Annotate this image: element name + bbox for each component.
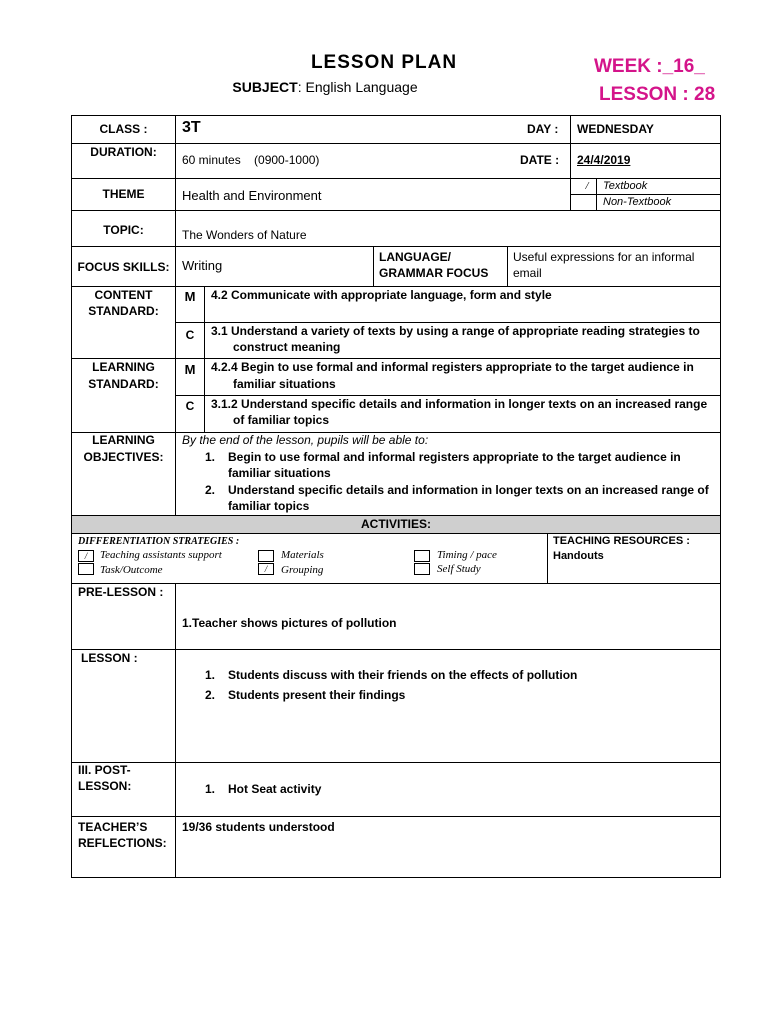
teaching-assistants-label: Teaching assistants support bbox=[100, 549, 222, 561]
resources-label: TEACHING RESOURCES : bbox=[553, 535, 690, 547]
table-border bbox=[720, 115, 721, 878]
focus-skills-label: FOCUS SKILLS: bbox=[77, 260, 170, 274]
learning-comp-line2: of familiar topics bbox=[233, 413, 330, 427]
lesson-number: LESSON : 28 bbox=[599, 84, 716, 105]
grouping-label: Grouping bbox=[281, 564, 324, 576]
row-divider bbox=[71, 649, 721, 650]
post-lesson-item-number: 1. bbox=[205, 782, 216, 796]
row-divider bbox=[71, 762, 721, 763]
objective-item-line2: familiar topics bbox=[228, 499, 310, 513]
objective-item-line2: familiar situations bbox=[228, 466, 331, 480]
duration-label: DURATION: bbox=[90, 145, 157, 159]
textbook-checkbox[interactable]: / bbox=[585, 180, 589, 192]
day-label: DAY : bbox=[527, 122, 559, 136]
grouping-checkbox[interactable]: / bbox=[258, 563, 274, 575]
self-study-label: Self Study bbox=[437, 563, 481, 575]
theme-value: Health and Environment bbox=[182, 188, 322, 203]
content-comp-line1: 3.1 Understand a variety of texts by using a range of appropriate reading strategies to bbox=[211, 324, 700, 338]
learning-comp-code: C bbox=[185, 399, 195, 413]
task-outcome-label: Task/Outcome bbox=[100, 564, 163, 576]
grammar-focus-value-line2: email bbox=[513, 266, 542, 280]
grammar-focus-label-line2: GRAMMAR FOCUS bbox=[379, 266, 489, 280]
day-value: WEDNESDAY bbox=[577, 122, 654, 136]
objectives-label-line2: OBJECTIVES: bbox=[83, 450, 164, 464]
textbook-label: Textbook bbox=[603, 180, 648, 192]
date-label: DATE : bbox=[520, 153, 560, 167]
non-textbook-label: Non-Textbook bbox=[603, 196, 672, 208]
column-divider bbox=[175, 115, 176, 516]
lesson-item-number: 2. bbox=[205, 688, 216, 702]
post-lesson-item: Hot Seat activity bbox=[228, 782, 322, 796]
focus-skills-value: Writing bbox=[182, 258, 223, 273]
subject-line bbox=[0, 79, 650, 95]
table-border bbox=[71, 877, 721, 878]
post-lesson-label-line1: III. POST- bbox=[78, 763, 131, 777]
column-divider bbox=[570, 115, 571, 179]
subject-value: : English Language bbox=[297, 79, 418, 95]
learning-standard-label-line2: STANDARD: bbox=[88, 377, 159, 391]
post-lesson-label-line2: LESSON: bbox=[78, 779, 132, 793]
teaching-assistants-checkbox[interactable]: / bbox=[78, 550, 94, 562]
objective-item-line1: Understand specific details and information in longer texts on an increased range of bbox=[228, 483, 709, 497]
week-number: WEEK :_16_ bbox=[594, 56, 705, 77]
content-comp-line2: construct meaning bbox=[233, 340, 341, 354]
row-divider bbox=[71, 210, 721, 211]
objectives-label-line1: LEARNING bbox=[92, 433, 155, 447]
content-standard-label-line1: CONTENT bbox=[94, 288, 153, 302]
grammar-focus-label-line1: LANGUAGE/ bbox=[379, 250, 451, 264]
materials-checkbox[interactable] bbox=[258, 550, 274, 562]
topic-label: TOPIC: bbox=[103, 223, 144, 237]
learning-main-code: M bbox=[184, 362, 196, 377]
row-divider bbox=[71, 246, 721, 247]
resources-value: Handouts bbox=[553, 550, 604, 562]
table-border bbox=[71, 115, 721, 116]
lesson-label: LESSON : bbox=[81, 651, 138, 665]
page-title: LESSON PLAN bbox=[310, 52, 458, 73]
pre-lesson-text: 1.Teacher shows pictures of pollution bbox=[182, 616, 397, 630]
content-comp-code: C bbox=[185, 328, 195, 342]
objective-item-line1: Begin to use formal and informal registers appropriate to the target audience in bbox=[228, 450, 681, 464]
learning-comp-line1: 3.1.2 Understand specific details and information in longer texts on an increased range bbox=[211, 397, 708, 411]
column-divider bbox=[204, 286, 205, 433]
column-divider bbox=[373, 246, 374, 287]
column-divider bbox=[547, 533, 548, 584]
lesson-item: Students discuss with their friends on the effects of pollution bbox=[228, 668, 578, 682]
subject-label: SUBJECT bbox=[232, 79, 298, 95]
content-main-code: M bbox=[184, 289, 196, 304]
column-divider bbox=[175, 583, 176, 878]
lesson-item: Students present their findings bbox=[228, 688, 406, 702]
pre-lesson-label: PRE-LESSON : bbox=[78, 585, 164, 599]
topic-value: The Wonders of Nature bbox=[182, 228, 307, 242]
content-standard-label-line2: STANDARD: bbox=[88, 304, 159, 318]
timing-pace-checkbox[interactable] bbox=[414, 550, 430, 562]
date-value: 24/4/2019 bbox=[577, 153, 631, 167]
task-outcome-checkbox[interactable] bbox=[78, 563, 94, 575]
timing-pace-label: Timing / pace bbox=[437, 549, 497, 561]
learning-main-line1: 4.2.4 Begin to use formal and informal registers appropriate to the target audience in bbox=[211, 360, 694, 374]
objective-number: 2. bbox=[205, 483, 216, 497]
reflections-label-line1: TEACHER’S bbox=[78, 820, 148, 834]
reflections-label-line2: REFLECTIONS: bbox=[78, 836, 167, 850]
reflections-text: 19/36 students understood bbox=[182, 820, 335, 834]
row-divider bbox=[71, 583, 721, 584]
activities-label: ACTIVITIES: bbox=[360, 517, 431, 531]
materials-option-label: Materials bbox=[281, 549, 324, 561]
class-value: 3T bbox=[182, 119, 201, 136]
column-divider bbox=[507, 246, 508, 287]
learning-main-line2: familiar situations bbox=[233, 377, 336, 391]
objectives-intro: By the end of the lesson, pupils will be able to: bbox=[182, 433, 429, 447]
differentiation-label: DIFFERENTIATION STRATEGIES : bbox=[78, 536, 240, 547]
content-main-text: 4.2 Communicate with appropriate language, form and style bbox=[211, 288, 552, 302]
materials-divider bbox=[596, 178, 597, 211]
learning-standard-label-line1: LEARNING bbox=[92, 360, 155, 374]
duration-value: 60 minutes (0900-1000) bbox=[182, 153, 320, 167]
self-study-checkbox[interactable] bbox=[414, 563, 430, 575]
theme-label: THEME bbox=[102, 187, 145, 201]
objective-number: 1. bbox=[205, 450, 216, 464]
class-label: CLASS : bbox=[99, 122, 148, 136]
grammar-focus-value-line1: Useful expressions for an informal bbox=[513, 250, 695, 264]
row-divider bbox=[71, 816, 721, 817]
lesson-item-number: 1. bbox=[205, 668, 216, 682]
